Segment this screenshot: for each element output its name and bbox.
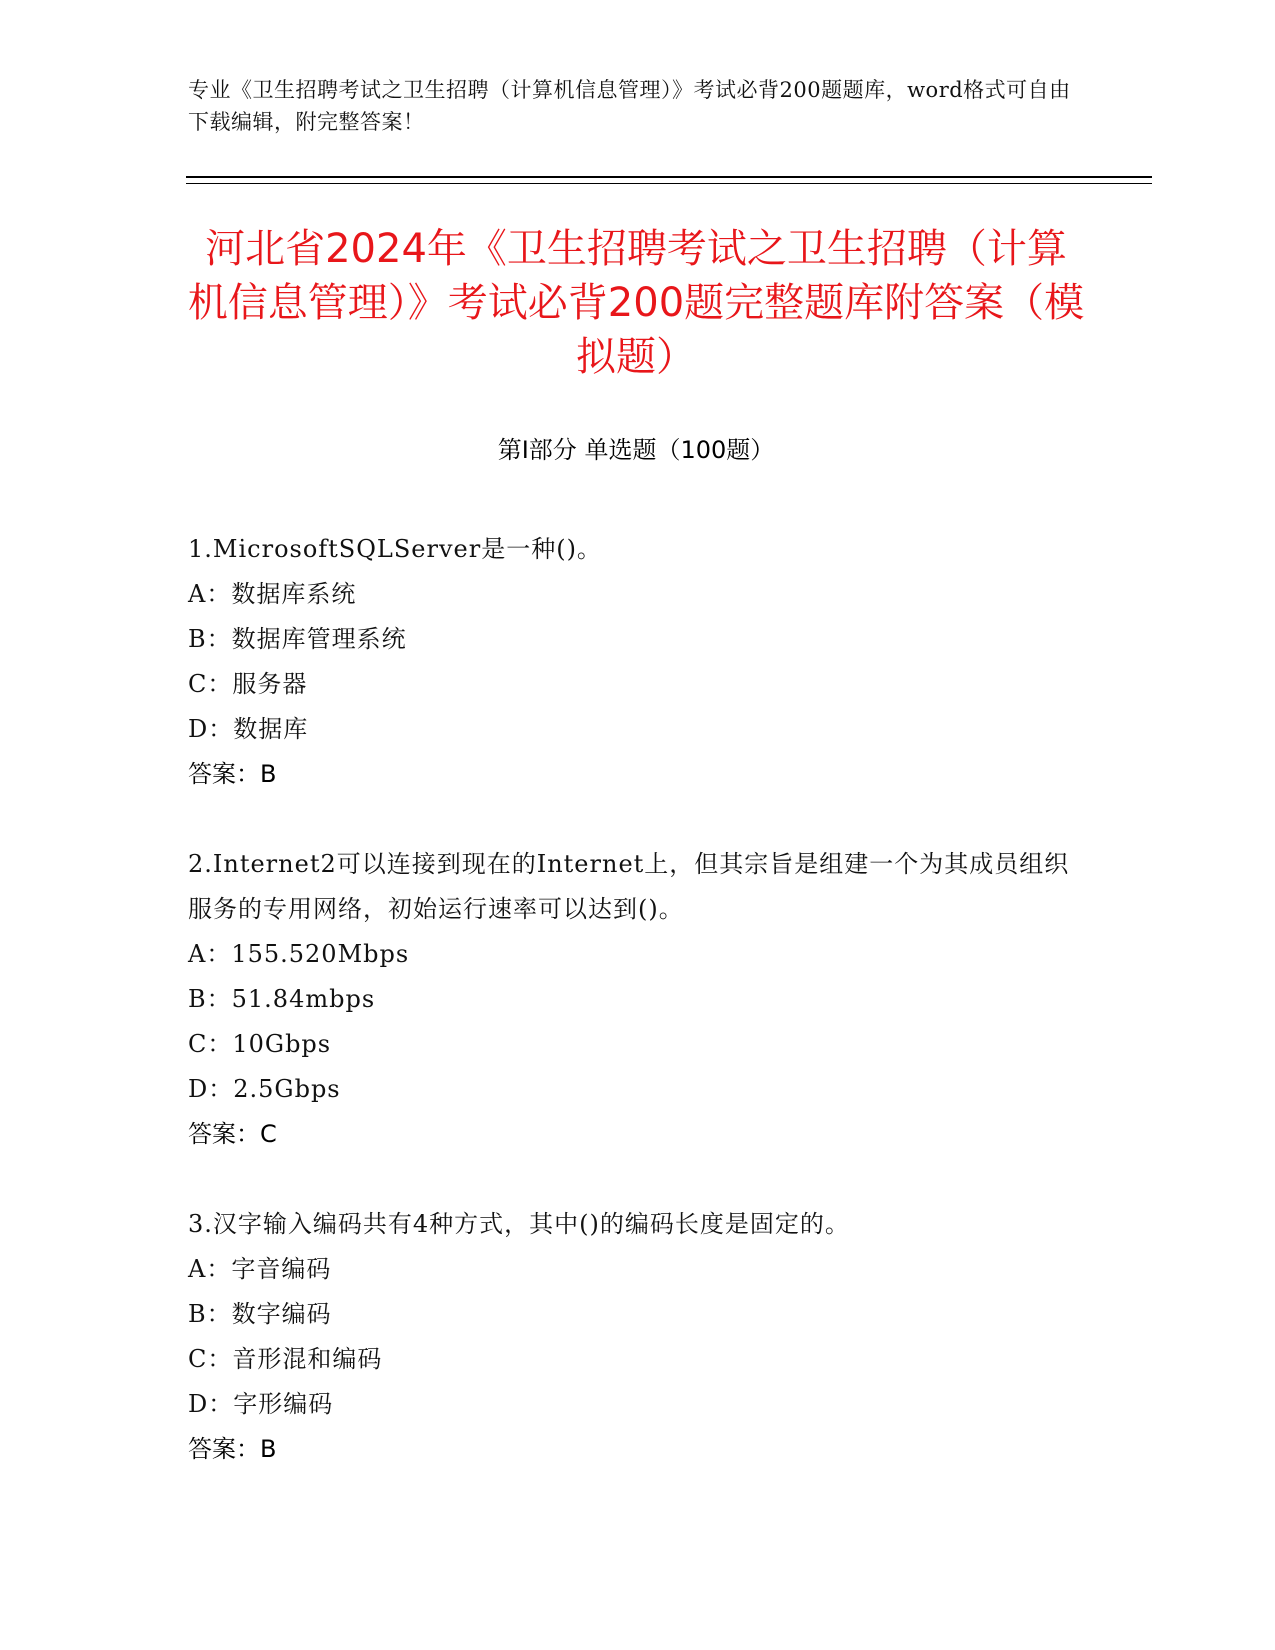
question-list — [188, 527, 1078, 1517]
question-stem: 3.汉字输入编码共有4种方式，其中()的编码长度是固定的。 — [188, 1210, 850, 1238]
section-heading: 第I部分 单选题（100题） — [497, 436, 775, 464]
answer-line: 答案：B — [188, 760, 277, 788]
option-b: B：51.84mbps — [188, 985, 376, 1013]
option-b: B：数字编码 — [188, 1300, 332, 1328]
answer-line: 答案：B — [188, 1435, 277, 1463]
option-d: D：数据库 — [188, 715, 309, 743]
option-c: C：音形混和编码 — [188, 1345, 383, 1373]
question-stem: 1.MicrosoftSQLServer是一种()。 — [188, 535, 602, 563]
option-d: D：2.5Gbps — [188, 1075, 341, 1103]
question-item — [188, 1202, 1078, 1472]
question-stem: 2.Internet2可以连接到现在的Internet上，但其宗旨是组建一个为其成员组织服务的专用网络，初始运行速率可以达到()。 — [188, 850, 1070, 923]
option-a: A：字音编码 — [188, 1255, 332, 1283]
header-divider-thin — [186, 183, 1152, 184]
question-item — [188, 527, 1078, 797]
option-a: A：155.520Mbps — [188, 940, 410, 968]
option-d: D：字形编码 — [188, 1390, 334, 1418]
option-c: C：10Gbps — [188, 1030, 332, 1058]
question-item — [188, 842, 1078, 1157]
option-a: A：数据库系统 — [188, 580, 357, 608]
answer-line: 答案：C — [188, 1120, 277, 1148]
header-divider-thick — [186, 176, 1152, 178]
option-c: C：服务器 — [188, 670, 308, 698]
header-note: 专业《卫生招聘考试之卫生招聘（计算机信息管理）》考试必背200题题库，word格式可自由下载编辑，附完整答案！ — [188, 78, 1071, 134]
document-title: 河北省2024年《卫生招聘考试之卫生招聘（计算机信息管理）》考试必背200题完整题库附答案（模拟题） — [187, 226, 1085, 380]
option-b: B：数据库管理系统 — [188, 625, 407, 653]
